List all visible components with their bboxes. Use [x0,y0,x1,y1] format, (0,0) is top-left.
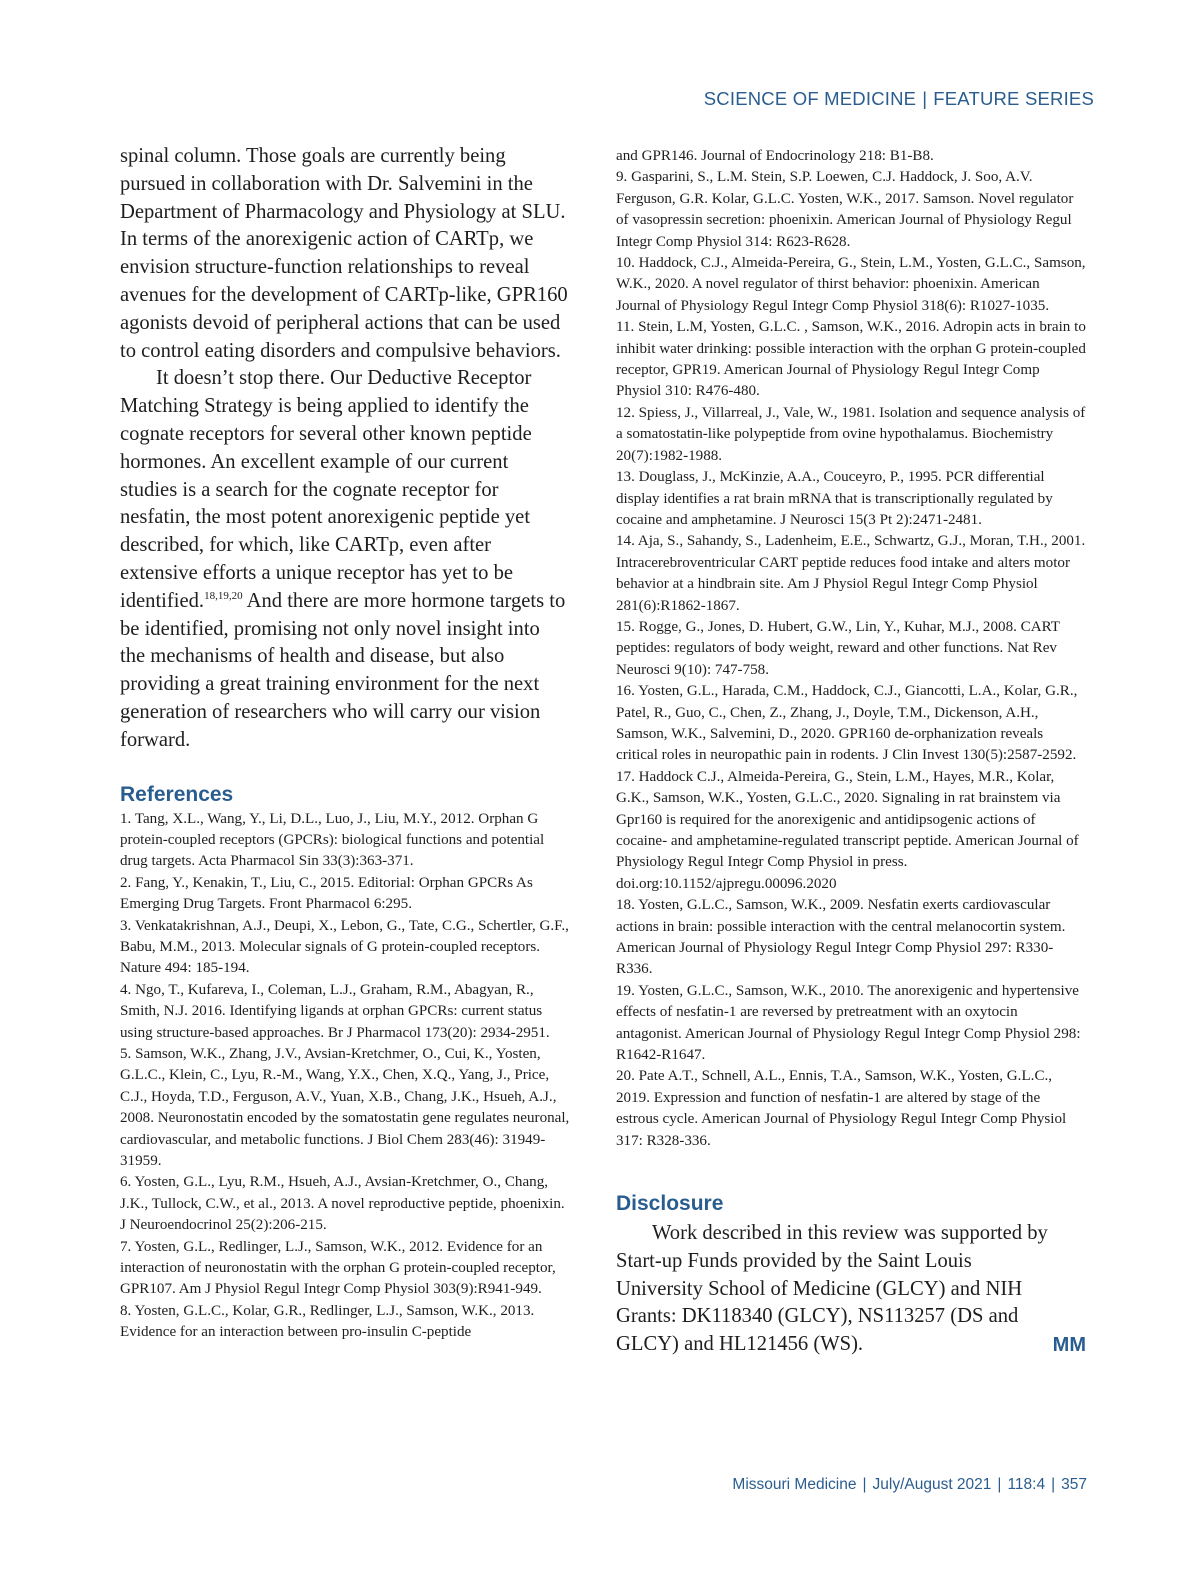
page-number: 357 [1061,1476,1087,1493]
header-section: SCIENCE OF MEDICINE [703,88,917,109]
reference-item: 20. Pate A.T., Schnell, A.L., Ennis, T.A., Samson, W.K., Yosten, G.L.C., 2019. Expression and function of nesfatin-1 are altered by stage of the estrous cycle. American Journal of Physiology Regul Integr Comp Physiol 317: R328-336. [616,1068,1067,1149]
reference-item: 6. Yosten, G.L., Lyu, R.M., Hsueh, A.J., Avsian-Kretchmer, O., Chang, J.K., Tullock, C.W., et al., 2013. A novel reproductive peptide, phoenixin. J Neuroendocrinol 25(2):206-215. [120,1174,565,1234]
footer-volume: 118:4 [1007,1476,1046,1493]
reference-item: 12. Spiess, J., Villarreal, J., Vale, W., 1981. Isolation and sequence analysis of a somatostatin-like polypeptide from ovine hypothalamus. Biochemistry 20(7):1982-1988. [616,404,1086,464]
reference-item: 8. Yosten, G.L.C., Kolar, G.R., Redlinger, L.J., Samson, W.K., 2013. Evidence for an interaction between pro-insulin C-peptide [120,1302,535,1341]
running-header [704,88,1094,110]
right-column [616,146,1086,1359]
body-paragraph-1: spinal column. Those goals are currently being pursued in collaboration with Dr. Salvemini in the Department of Pharmacology and Physiology at SLU. In terms of the anorexigenic action of CARTp, we envision structure-function relationships to reveal avenues for the development of CARTp-like, GPR160 agonists devoid of peripheral actions that can be used to control eating disorders and compulsive behaviors. [120,145,568,362]
header-separator: | [922,88,928,109]
reference-list-left [120,809,570,1344]
disclosure-text: Work described in this review was supported by Start-up Funds provided by the Saint Louis University School of Medicine (GLCY) and NIH Grants: DK118340 (GLCY), NS113257 (DS and GLCY) and HL121456 (WS). [616,1222,1048,1356]
reference-item: 13. Douglass, J., McKinzie, A.A., Couceyro, P., 1995. PCR differential display identifies a rat brain mRNA that is transcriptionally regulated by cocaine and amphetamine. J Neurosci 15(3 Pt 2):2471-2481. [616,469,1053,528]
reference-item: 4. Ngo, T., Kufareva, I., Coleman, L.J., Graham, R.M., Abagyan, R., Smith, N.J. 2016. Identifying ligands at orphan GPCRs: current status using structure-based approaches. Br J Pharmacol 173(20): 2934-2951. [120,981,550,1041]
reference-item: 7. Yosten, G.L., Redlinger, L.J., Samson, W.K., 2012. Evidence for an interaction of neuronostatin with the orphan G protein-coupled receptor, GPR107. Am J Physiol Regul Integr Comp Physiol 303(9):R941-949. [120,1238,556,1298]
footer-journal: Missouri Medicine [732,1476,857,1493]
footer-issue: July/August 2021 [872,1476,992,1493]
end-mark: MM [1052,1334,1086,1357]
body-paragraph-2-end: And there are more hormone targets to be identified, promising not only novel insight into the mechanisms of health and disease, but also providing a great training environment for the next generation of researchers who will carry our vision forward. [120,589,566,751]
footer-separator: | [862,1476,867,1493]
reference-item: 11. Stein, L.M, Yosten, G.L.C. , Samson, W.K., 2016. Adropin acts in brain to inhibit water drinking: possible interaction with the orphan G protein-coupled receptor, GPR19. American Journal of Physiology Regul Integr Comp Physiol 310: R476-480. [616,319,1086,400]
reference-list-right [616,146,1086,1152]
left-column [120,143,570,1344]
reference-item: 19. Yosten, G.L.C., Samson, W.K., 2010. The anorexigenic and hypertensive effects of nesfatin-1 are reversed by pretreatment with an oxytocin antagonist. American Journal of Physiology Regul Integr Comp Physiol 298: R1642-R1647. [616,982,1081,1064]
disclosure-heading: Disclosure [616,1192,724,1216]
header-series: FEATURE SERIES [933,88,1094,109]
reference-item: 17. Haddock C.J., Almeida-Pereira, G., Stein, L.M., Hayes, M.R., Kolar, G.K., Samson, W.K., Yosten, G.L.C., 2020. Signaling in rat brainstem via Gpr160 is required for the anorexigenic and antidipsogenic actions of cocaine- and amphetamine-regulated transcript peptide. American Journal of Physiology Regul Integr Comp Physiol in press. doi.org:10.1152/ajpregu.00096.2020 [616,768,1079,892]
references-section [120,783,570,1344]
disclosure-section [616,1192,1086,1359]
reference-item: 3. Venkatakrishnan, A.J., Deupi, X., Lebon, G., Tate, C.G., Schertler, G.F., Babu, M.M., 2013. Molecular signals of G protein-coupled receptors. Nature 494: 185-194. [120,917,569,977]
reference-item: 5. Samson, W.K., Zhang, J.V., Avsian-Kretchmer, O., Cui, K., Yosten, G.L.C., Klein, C., Lyu, R.-M., Wang, Y.X., Chen, X.Q., Yang, J., Price, C.J., Hoyda, T.D., Ferguson, A.V., Yuan, X.B., Chang, J.K., Hsueh, A.J., 2008. Neuronostatin encoded by the somatostatin gene regulates neuronal, cardiovascular, and metabolic functions. J Biol Chem 283(46): 31949-31959. [120,1046,570,1170]
reference-item: 15. Rogge, G., Jones, D. Hubert, G.W., Lin, Y., Kuhar, M.J., 2008. CART peptides: regulators of body weight, reward and other functions. Nat Rev Neurosci 9(10): 747-758. [616,618,1060,678]
body-paragraph-2 [120,365,570,754]
footer-separator: | [997,1476,1002,1493]
reference-item: 10. Haddock, C.J., Almeida-Pereira, G., Stein, L.M., Yosten, G.L.C., Samson, W.K., 2020. A novel regulator of thirst behavior: phoenixin. American Journal of Physiology Regul Integr Comp Physiol 318(6): R1027-1035. [616,255,1086,314]
reference-item: 9. Gasparini, S., L.M. Stein, S.P. Loewen, C.J. Haddock, J. Soo, A.V. Ferguson, G.R. Kolar, G.L.C. Yosten, W.K., 2017. Samson. Novel regulator of vasopressin secretion: phoenixin. American Journal of Physiology Regul Integr Comp Physiol 314: R623-R628. [616,169,1074,250]
reference-item: 1. Tang, X.L., Wang, Y., Li, D.L., Luo, J., Liu, M.Y., 2012. Orphan G protein-coupled receptors (GPCRs): biological functions and potential drug targets. Acta Pharmacol Sin 33(3):363-371. [120,810,545,870]
running-footer [732,1476,1087,1494]
footer-separator: | [1051,1476,1056,1493]
reference-item: 16. Yosten, G.L., Harada, C.M., Haddock, C.J., Giancotti, L.A., Kolar, G.R., Patel, R., Guo, C., Chen, Z., Zhang, J., Doyle, T.M., Dickenson, A.H., Samson, W.K., Salvemini, D., 2020. GPR160 de-orphanization reveals critical roles in neuropathic pain in rodents. J Clin Invest 130(5):2587-2592. [616,683,1078,764]
references-heading: References [120,782,234,806]
body-paragraph-2-start: It doesn’t stop there. Our Deductive Receptor Matching Strategy is being applied to identify the cognate receptors for several other known peptide hormones. An excellent example of our current studies is a search for the cognate receptor for nesfatin, the most potent anorexigenic peptide yet described, for which, like CARTp, even after extensive efforts a unique receptor has yet to be identified. [120,367,532,612]
citation-superscript: 18,19,20 [204,589,243,602]
reference-item: 18. Yosten, G.L.C., Samson, W.K., 2009. Nesfatin exerts cardiovascular actions in brain: possible interaction with the central melanocortin system. American Journal of Physiology Regul Integr Comp Physiol 297: R330-R336. [616,897,1066,978]
reference-item: 2. Fang, Y., Kenakin, T., Liu, C., 2015. Editorial: Orphan GPCRs As Emerging Drug Targets. Front Pharmacol 6:295. [120,874,533,913]
reference-item: and GPR146. Journal of Endocrinology 218: B1-B8. [616,148,934,164]
reference-item: 14. Aja, S., Sahandy, S., Ladenheim, E.E., Schwartz, G.J., Moran, T.H., 2001. Intracerebroventricular CART peptide reduces food intake and alters motor behavior at a hindbrain site. Am J Physiol Regul Integr Comp Physiol 281(6):R1862-1867. [616,533,1086,614]
